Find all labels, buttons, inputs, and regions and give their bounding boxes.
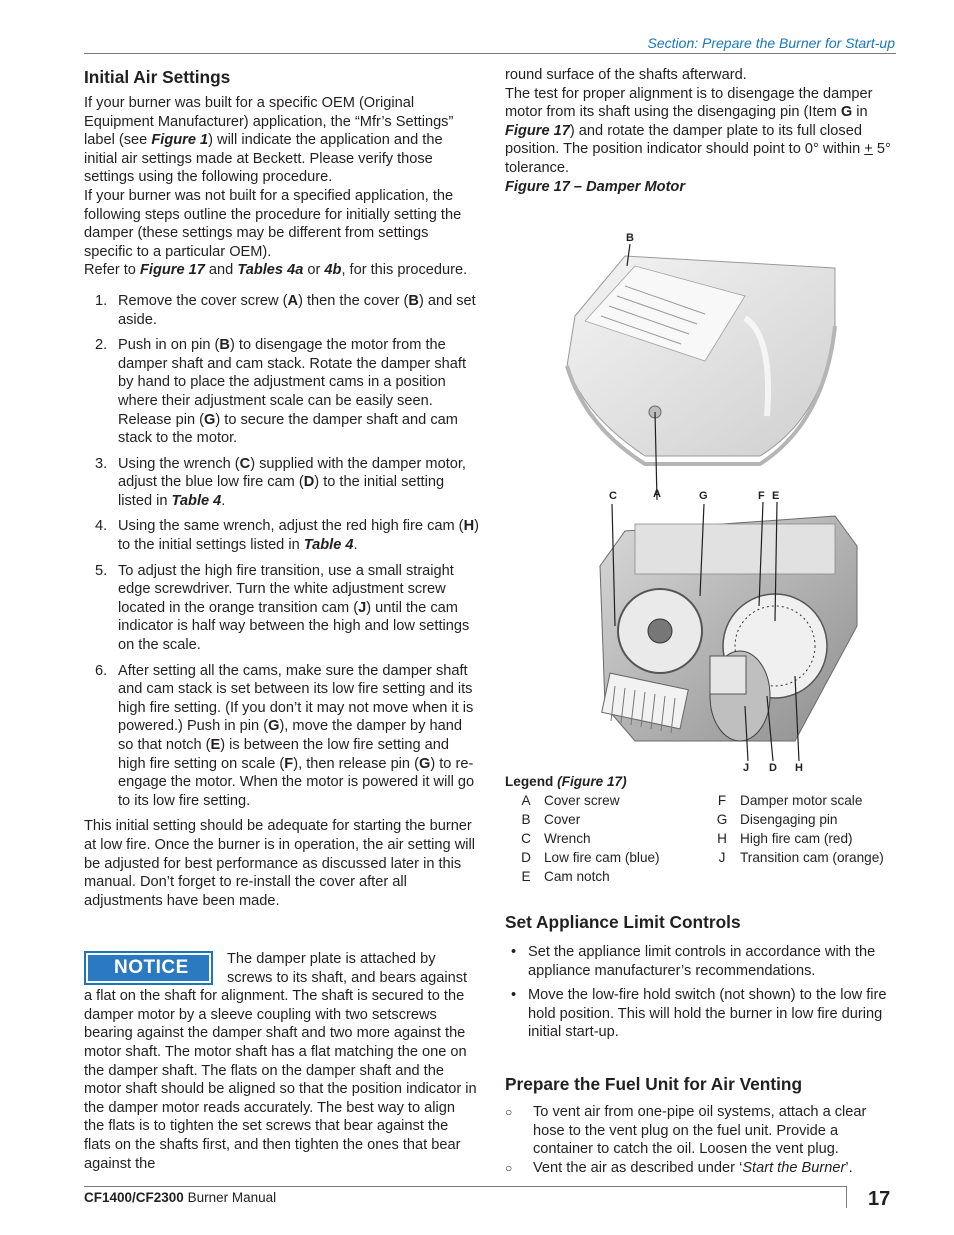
fuel-unit-list <box>505 1103 897 1177</box>
callout-d: D <box>769 762 777 774</box>
page-number: 17 <box>868 1188 891 1210</box>
callout-h: H <box>795 762 803 774</box>
limit-controls-list <box>505 943 897 1042</box>
step-1: 1. Remove the cover screw (A) then the cover (B) and set aside. <box>95 292 476 328</box>
limit-controls-heading: Set Appliance Limit Controls <box>505 912 741 932</box>
notice-text: The damper plate is attached by screws to its shaft, and bears against a flat on the shaft for alignment. The shaft is secured to the damper motor by a sleeve coupling with two setscrews bearing against the damper shaft and two more against the motor shaft. The motor shaft has a flat matching the one on the damper shaft. The flats on the damper shaft and the motor shaft should be aligned so that the position indicator in the damper motor reads accurately. The best way to align the flats is to tighten the set screws that bear against the flats on the shafts first, and then tighten the ones that bear against the <box>84 951 477 1172</box>
legend-item: B Cover <box>521 812 581 827</box>
step-3: 3. Using the wrench (C) supplied with the damper motor, adjust the blue low fire cam (D) to the initial setting listed in Table 4. <box>95 455 466 509</box>
step-5: 5. To adjust the high fire transition, use a small straight edge screwdriver. Turn the white adjustment screw located in the orange transition cam (J) until the cam indicator is half way between the high and low settings on the scale. <box>95 562 470 654</box>
legend-title: Legend (Figure 17) <box>505 774 627 789</box>
notice-continued: round surface of the shafts afterward. <box>505 67 747 83</box>
fuel-unit-heading: Prepare the Fuel Unit for Air Venting <box>505 1074 803 1094</box>
right-column <box>505 66 897 196</box>
procedure-steps <box>84 292 479 810</box>
notice-block <box>84 950 479 1173</box>
legend-grid <box>505 791 897 886</box>
list-item: • Move the low-fire hold switch (not shown) to the low fire hold position. This will hold the burner in low fire during initial start-up. <box>511 987 887 1041</box>
list-item: ○ Vent the air as described under ‘Start the Burner’. <box>505 1159 853 1176</box>
callout-a: A <box>653 488 661 500</box>
callout-f: F <box>758 490 765 502</box>
footer-manual-title: CF1400/CF2300 Burner Manual <box>84 1190 277 1205</box>
legend-item: H High fire cam (red) <box>717 831 853 846</box>
callout-b: B <box>626 232 634 244</box>
legend-item: E Cam notch <box>521 869 610 884</box>
fuel-unit-section <box>505 1073 897 1177</box>
legend-item: F Damper motor scale <box>717 793 863 808</box>
legend-item: A Cover screw <box>521 793 620 808</box>
legend-item: J Transition cam (orange) <box>718 850 884 865</box>
callout-j: J <box>743 762 750 774</box>
step-2: 2. Push in on pin (B) to disengage the motor from the damper shaft and cam stack. Rotate the damper shaft by hand to place the adjustment cams in a position where their adjustment scale can be easily seen. Release pin (G) to secure the damper shaft and cam stack to the motor. <box>95 337 466 447</box>
initial-air-paragraph-1: If your burner was built for a specific OEM (Original Equipment Manufacturer) application, the “Mfr’s Settings” label (see Figure 1) will indicate the application and the initial air settings made at Beckett. Please verify those settings using the following procedure. <box>84 95 454 186</box>
notice-badge: NOTICE <box>84 951 213 985</box>
list-item: ○ To vent air from one-pipe oil systems, attach a clear hose to the vent plug on the fuel unit. Provide a container to catch the oil. Loosen the vent plug. <box>505 1104 867 1158</box>
step-4: 4. Using the same wrench, adjust the red high fire cam (H) to the initial settings listed in Table 4. <box>95 518 479 554</box>
footer-rule <box>84 1186 846 1187</box>
legend-item: D Low fire cam (blue) <box>521 850 660 865</box>
header-rule <box>84 53 896 54</box>
alignment-test-paragraph: The test for proper alignment is to disengage the damper motor from its shaft using the disengaging pin (Item G in Figure 17) and rotate the damper plate to its full closed position. The position indicator should point to 0° within + 5° tolerance. <box>505 85 891 176</box>
damper-motor-figure <box>505 226 897 776</box>
motor-body-drawing <box>600 516 857 741</box>
cover-drawing <box>567 256 835 464</box>
initial-air-paragraph-2: If your burner was not built for a specified application, the following steps outline the procedure for initially setting the damper (these settings may be different from settings specific to a particular OEM). <box>84 187 462 260</box>
initial-air-heading: Initial Air Settings <box>84 67 231 87</box>
legend-item: G Disengaging pin <box>716 812 838 827</box>
initial-air-closing: This initial setting should be adequate for starting the burner at low fire. Once the burner is in operation, the air setting will be adjusted for best performance as discussed later in this manual. Don’t forget to re-install the cover after all adjustments have been made. <box>84 818 475 909</box>
limit-controls-section <box>505 911 897 1048</box>
left-column <box>84 66 479 910</box>
figure-17-caption: Figure 17 – Damper Motor <box>505 178 686 195</box>
section-label: Section: Prepare the Burner for Start-up <box>647 35 895 51</box>
callout-g: G <box>699 490 708 502</box>
footer-divider <box>846 1186 847 1208</box>
initial-air-paragraph-3: Refer to Figure 17 and Tables 4a or 4b, for this procedure. <box>84 262 468 279</box>
step-6: 6. After setting all the cams, make sure the damper shaft and cam stack is set between its low fire setting and its high fire setting. (If you don’t it may not move when it is powered.) Push in pin (G), move the damper by hand so that notch (E) is between the low fire setting and high fire setting on scale (F), then release pin (G) to re-engage the motor. When the motor is powered it will go to its low fire setting. <box>95 662 475 809</box>
callout-c: C <box>609 490 617 502</box>
callout-e: E <box>772 490 780 502</box>
legend-item: C Wrench <box>521 831 591 846</box>
figure-1-ref: Figure 1 <box>151 132 209 149</box>
figure-legend <box>505 772 897 886</box>
list-item: • Set the appliance limit controls in accordance with the appliance manufacturer’s recommendations. <box>511 944 876 979</box>
